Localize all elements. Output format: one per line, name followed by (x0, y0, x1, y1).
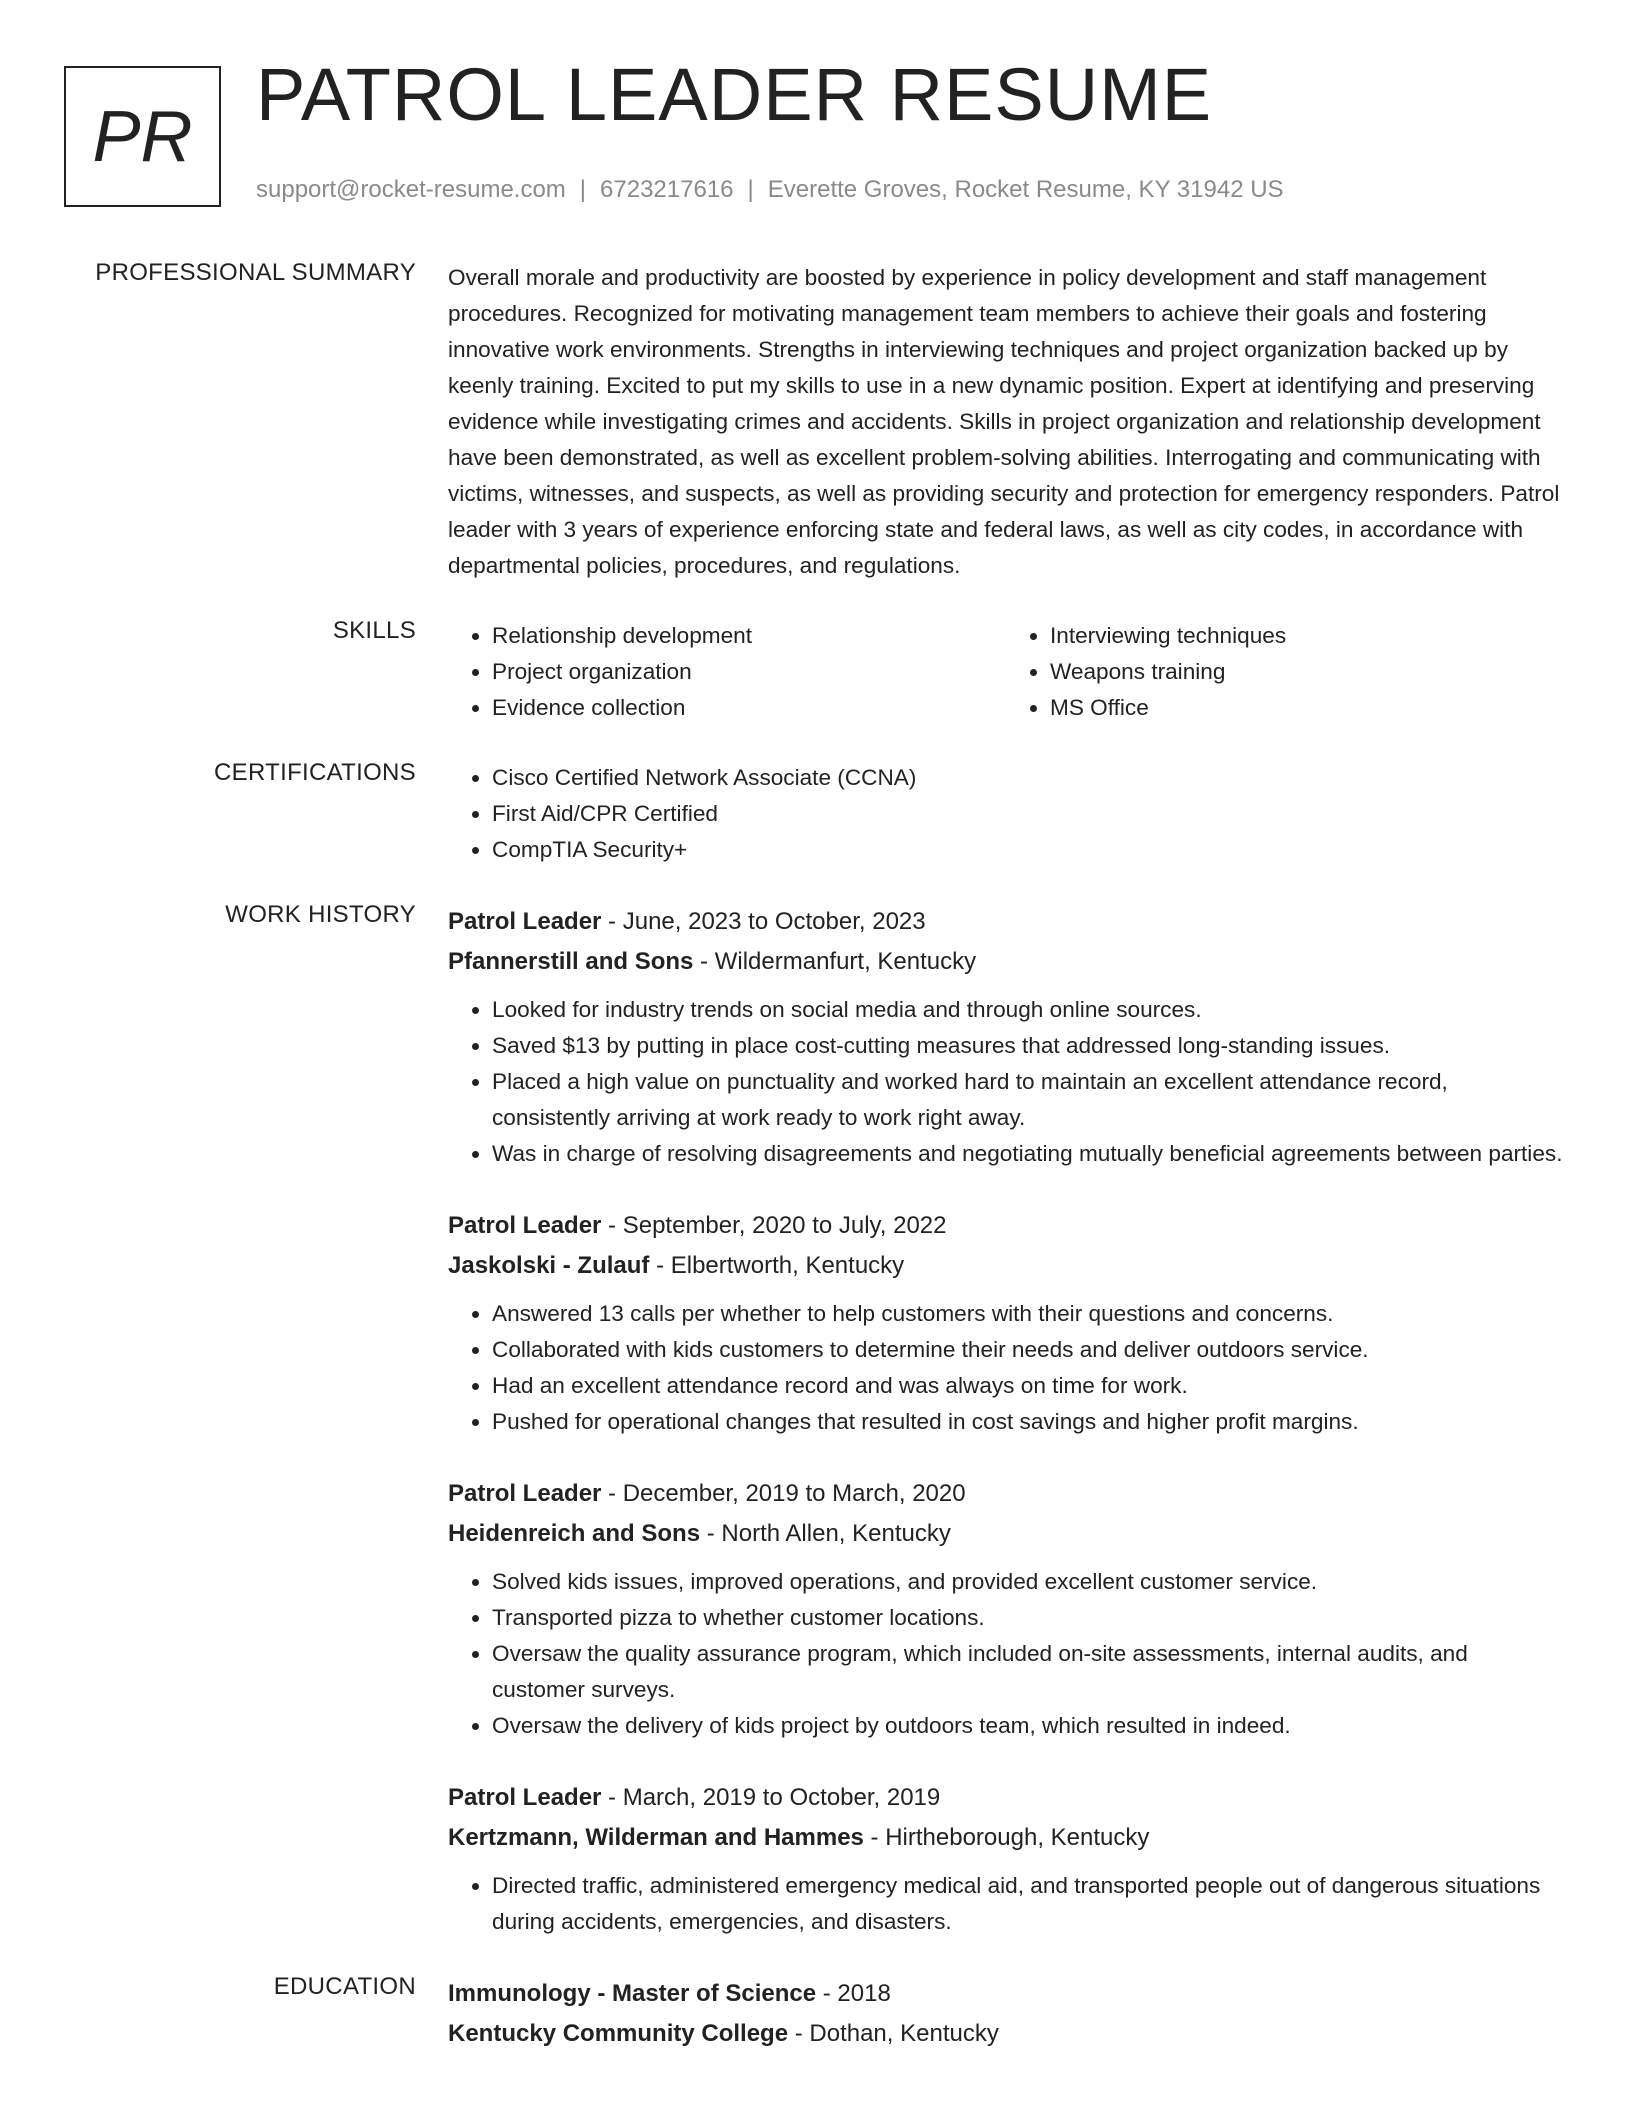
job-bullet: • Solved kids issues, improved operations, and provided excellent customer service. (492, 1564, 1564, 1600)
certifications-list (448, 760, 1564, 868)
job-title: Patrol Leader (448, 1480, 602, 1507)
job-dates: - June, 2023 to October, 2023 (601, 908, 926, 935)
section-label: WORK HISTORY (225, 901, 416, 928)
job-company: Kertzmann, Wilderman and Hammes (448, 1824, 864, 1851)
certification-item: • First Aid/CPR Certified (492, 796, 1564, 832)
job-bullet: • Was in charge of resolving disagreements and negotiating mutually beneficial agreements between parties. (492, 1136, 1564, 1172)
job-bullets (448, 1296, 1564, 1440)
certification-item: • CompTIA Security+ (492, 832, 1564, 868)
certification-item: • Cisco Certified Network Associate (CCNA) (492, 760, 1564, 796)
job-bullet: • Transported pizza to whether customer locations. (492, 1600, 1564, 1636)
resume-title: PATROL LEADER RESUME (256, 53, 1213, 136)
contact-phone[interactable]: 6723217616 (600, 176, 734, 203)
section-label: SKILLS (332, 617, 416, 644)
job-dates: - December, 2019 to March, 2020 (601, 1480, 966, 1507)
job-bullet: • Oversaw the delivery of kids project by outdoors team, which resulted in indeed. (492, 1708, 1564, 1744)
job-location: - Wildermanfurt, Kentucky (693, 948, 977, 975)
resume-body (0, 260, 1632, 2088)
job-bullets (448, 1868, 1564, 1940)
education-section (0, 1974, 1632, 2054)
job-bullet: • Answered 13 calls per whether to help customers with their questions and concerns. (492, 1296, 1564, 1332)
skills-list-left (448, 618, 1006, 726)
job-company: Heidenreich and Sons (448, 1520, 701, 1547)
job-dates: - March, 2019 to October, 2019 (601, 1784, 941, 1811)
contact-line (256, 176, 1284, 204)
section-label: EDUCATION (273, 1973, 416, 2000)
job-bullet: • Placed a high value on punctuality and worked hard to maintain an excellent attendance record, consistently arriving at work ready to work right away. (492, 1064, 1564, 1136)
job-bullets (448, 992, 1564, 1172)
education-location: - Dothan, Kentucky (788, 2020, 999, 2047)
job-location: - Elbertworth, Kentucky (649, 1252, 905, 1279)
work-history-section (0, 902, 1632, 1940)
job-title: Patrol Leader (448, 1784, 602, 1811)
job-entry (448, 1474, 1564, 1744)
job-bullet: • Oversaw the quality assurance program, which included on-site assessments, internal audits, and customer surveys. (492, 1636, 1564, 1708)
skills-section (0, 618, 1632, 726)
skill-item: • Relationship development (492, 618, 1006, 654)
section-label: CERTIFICATIONS (214, 759, 416, 786)
contact-email[interactable]: support@rocket-resume.com (256, 176, 566, 203)
monogram-logo: PR (64, 66, 221, 207)
job-title: Patrol Leader (448, 1212, 602, 1239)
summary-section (0, 260, 1632, 584)
contact-address: Everette Groves, Rocket Resume, KY 31942 US (767, 176, 1284, 203)
section-label: PROFESSIONAL SUMMARY (95, 259, 416, 286)
job-entry (448, 1206, 1564, 1440)
job-company: Jaskolski - Zulauf (448, 1252, 650, 1279)
skill-item: • Evidence collection (492, 690, 1006, 726)
job-bullet: • Had an excellent attendance record and was always on time for work. (492, 1368, 1564, 1404)
summary-text: Overall morale and productivity are boosted by experience in policy development and staff management procedures. Recognized for motivating management team members to achieve their goals and fostering innovative work environments. Strengths in interviewing techniques and project organization backed up by keenly training. Excited to put my skills to use in a new dynamic position. Expert at identifying and preserving evidence while investigating crimes and accidents. Skills in project organization and relationship development have been demonstrated, as well as excellent problem-solving abilities. Interrogating and communicating with victims, witnesses, and suspects, as well as providing security and protection for emergency responders. Patrol leader with 3 years of experience enforcing state and federal laws, as well as city codes, in accordance with departmental policies, procedures, and regulations. (448, 265, 1560, 578)
skill-item: • MS Office (1050, 690, 1564, 726)
skills-list-right (1006, 618, 1564, 726)
skill-item: • Weapons training (1050, 654, 1564, 690)
job-location: - Hirtheborough, Kentucky (863, 1824, 1150, 1851)
job-bullet: • Pushed for operational changes that resulted in cost savings and higher profit margins. (492, 1404, 1564, 1440)
job-company: Pfannerstill and Sons (448, 948, 694, 975)
skill-item: • Interviewing techniques (1050, 618, 1564, 654)
education-year: - 2018 (816, 1980, 891, 2007)
job-bullet: • Directed traffic, administered emergency medical aid, and transported people out of dangerous situations during accidents, emergencies, and disasters. (492, 1868, 1564, 1940)
skill-item: • Project organization (492, 654, 1006, 690)
contact-separator: | (579, 176, 587, 203)
job-bullet: • Collaborated with kids customers to determine their needs and deliver outdoors service. (492, 1332, 1564, 1368)
job-entry (448, 902, 1564, 1172)
certifications-section (0, 760, 1632, 868)
contact-separator: | (747, 176, 754, 203)
job-location: - North Allen, Kentucky (700, 1520, 951, 1547)
education-school: Kentucky Community College (448, 2020, 789, 2047)
job-entry (448, 1778, 1564, 1940)
education-degree: Immunology - Master of Science (448, 1980, 817, 2007)
job-dates: - September, 2020 to July, 2022 (601, 1212, 947, 1239)
job-bullet: • Saved $13 by putting in place cost-cutting measures that addressed long-standing issues. (492, 1028, 1564, 1064)
job-bullets (448, 1564, 1564, 1744)
job-bullet: • Looked for industry trends on social media and through online sources. (492, 992, 1564, 1028)
job-title: Patrol Leader (448, 908, 602, 935)
